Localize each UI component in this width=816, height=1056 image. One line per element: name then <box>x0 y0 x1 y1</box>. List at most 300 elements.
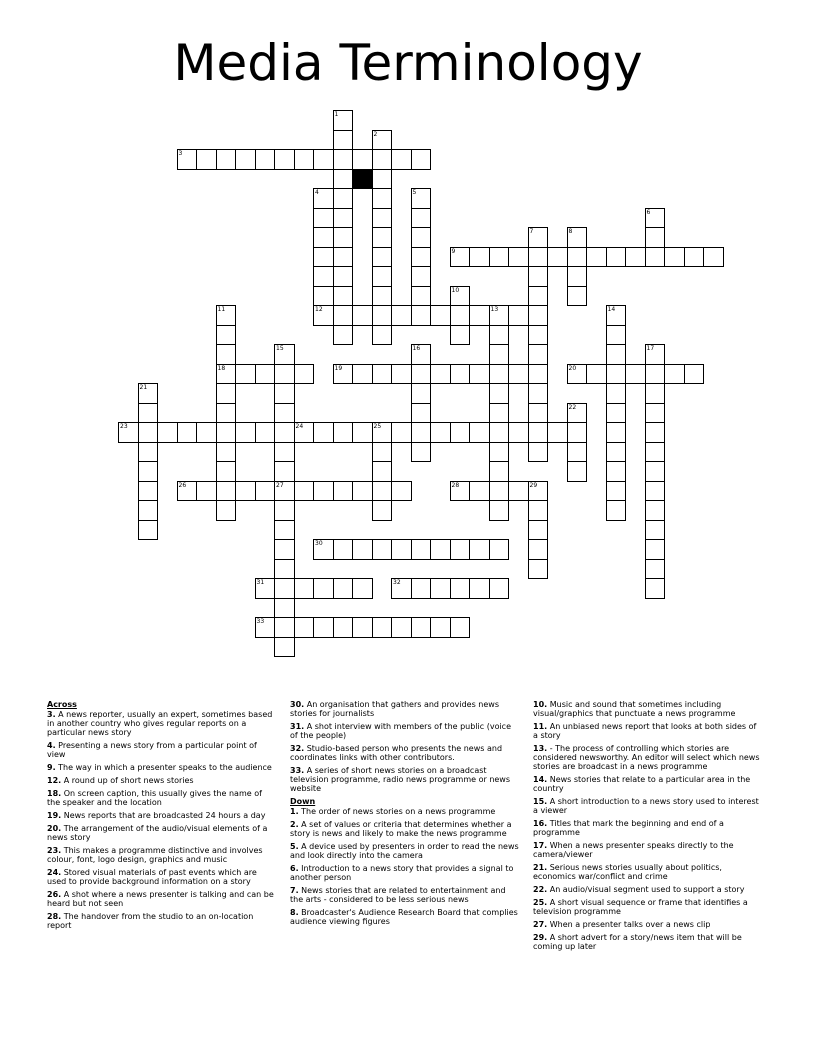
grid-cell[interactable] <box>450 364 471 385</box>
clue-number-label: 16 <box>412 345 421 352</box>
grid-cell[interactable] <box>216 383 237 404</box>
clue-item <box>290 820 520 838</box>
clue-item <box>290 722 520 740</box>
grid-cell[interactable] <box>411 617 432 638</box>
grid-cell[interactable] <box>255 422 276 443</box>
grid-cell[interactable] <box>333 266 354 287</box>
grid-cell[interactable] <box>333 325 354 346</box>
grid-cell[interactable] <box>372 169 393 190</box>
grid-cell[interactable] <box>372 539 393 560</box>
clue-number: 15. <box>533 797 548 806</box>
grid-cell[interactable] <box>294 578 315 599</box>
grid-cell[interactable] <box>274 500 295 521</box>
clue-number: 23. <box>47 846 62 855</box>
grid-cell[interactable] <box>547 422 568 443</box>
clue-text: - The process of controlling which stories are considered newsworthy. An editor will select which news stories are broadcast in a news programme <box>533 744 760 771</box>
grid-cell[interactable] <box>274 383 295 404</box>
grid-cell[interactable] <box>528 559 549 580</box>
grid-cell[interactable] <box>157 422 178 443</box>
grid-cell[interactable] <box>645 227 666 248</box>
grid-cell[interactable] <box>274 598 295 619</box>
grid-cell[interactable] <box>469 422 490 443</box>
grid-cell[interactable] <box>489 578 510 599</box>
grid-cell[interactable] <box>216 442 237 463</box>
grid-cell[interactable] <box>411 364 432 385</box>
clue-heading-down: Down <box>290 797 316 806</box>
grid-cell[interactable] <box>274 149 295 170</box>
grid-cell[interactable] <box>235 364 256 385</box>
clue-item <box>47 741 277 759</box>
grid-cell[interactable] <box>664 364 685 385</box>
clue-number: 20. <box>47 824 62 833</box>
grid-cell[interactable] <box>138 403 159 424</box>
grid-cell[interactable] <box>528 325 549 346</box>
grid-cell[interactable] <box>391 617 412 638</box>
clue-text: A round up of short news stories <box>61 776 194 785</box>
grid-cell[interactable] <box>372 325 393 346</box>
grid-cell[interactable] <box>216 403 237 424</box>
grid-cell[interactable] <box>372 500 393 521</box>
clue-item <box>290 864 520 882</box>
clue-number: 16. <box>533 819 548 828</box>
clue-number-label: 18 <box>217 364 226 372</box>
grid-cell[interactable] <box>645 364 666 385</box>
grid-cell[interactable] <box>411 422 432 443</box>
grid-cell[interactable] <box>645 383 666 404</box>
grid-cell[interactable] <box>450 578 471 599</box>
grid-cell[interactable] <box>489 325 510 346</box>
clue-item <box>290 886 520 904</box>
clue-item <box>47 763 277 772</box>
grid-cell[interactable] <box>528 266 549 287</box>
clue-number: 3. <box>47 710 56 719</box>
grid-cell[interactable] <box>333 578 354 599</box>
grid-cell[interactable] <box>255 481 276 502</box>
clue-number-label: 29 <box>529 481 538 489</box>
grid-cell[interactable] <box>274 559 295 580</box>
clue-number: 28. <box>47 912 62 921</box>
grid-cell[interactable] <box>255 149 276 170</box>
clue-item <box>47 868 277 886</box>
grid-cell[interactable] <box>352 617 373 638</box>
grid-cell[interactable] <box>372 305 393 326</box>
grid-cell[interactable] <box>352 149 373 170</box>
clue-number: 2. <box>290 820 299 829</box>
clue-number-label: 9 <box>451 247 456 255</box>
grid-cell[interactable] <box>294 481 315 502</box>
grid-cell[interactable] <box>645 247 666 268</box>
grid-cell[interactable] <box>294 617 315 638</box>
clue-number-label: 28 <box>451 481 460 489</box>
grid-cell[interactable] <box>352 578 373 599</box>
grid-cell[interactable] <box>274 578 295 599</box>
clue-number-label: 2 <box>373 130 378 138</box>
grid-cell[interactable] <box>645 539 666 560</box>
grid-cell[interactable] <box>528 500 549 521</box>
grid-cell[interactable] <box>216 325 237 346</box>
grid-cell[interactable] <box>313 617 334 638</box>
grid-cell[interactable] <box>411 539 432 560</box>
grid-cell[interactable] <box>313 247 334 268</box>
clue-text: This makes a programme distinctive and involves colour, font, logo design, graphics and music <box>47 846 263 864</box>
grid-cell[interactable] <box>372 266 393 287</box>
grid-cell[interactable] <box>430 539 451 560</box>
grid-cell[interactable] <box>567 266 588 287</box>
grid-cell[interactable] <box>567 247 588 268</box>
grid-cell[interactable] <box>606 383 627 404</box>
clue-number-label: 4 <box>315 189 319 196</box>
grid-cell[interactable] <box>489 422 510 443</box>
grid-cell[interactable] <box>313 208 334 229</box>
grid-cell[interactable] <box>528 383 549 404</box>
clue-number: 22. <box>533 885 548 894</box>
clue-number: 27. <box>533 920 548 929</box>
clue-item <box>290 700 520 718</box>
grid-cell[interactable] <box>333 227 354 248</box>
clue-number: 33. <box>290 766 305 775</box>
clue-number: 9. <box>47 763 56 772</box>
grid-cell[interactable] <box>274 617 295 638</box>
clue-item <box>47 776 277 785</box>
clue-text: A series of short news stories on a broadcast television programme, radio news programme or news website <box>290 766 511 793</box>
grid-cell[interactable] <box>606 442 627 463</box>
clue-item <box>533 841 763 859</box>
clue-number-label: 7 <box>529 228 534 235</box>
grid-cell[interactable] <box>645 403 666 424</box>
grid-cell[interactable] <box>411 442 432 463</box>
grid-cell[interactable] <box>528 422 549 443</box>
grid-cell[interactable] <box>333 130 354 151</box>
grid-cell[interactable] <box>391 149 412 170</box>
grid-cell[interactable] <box>606 325 627 346</box>
grid-cell[interactable] <box>235 481 256 502</box>
grid-cell[interactable] <box>391 305 412 326</box>
grid-cell[interactable] <box>567 461 588 482</box>
grid-cell[interactable] <box>411 305 432 326</box>
clue-number: 7. <box>290 886 299 895</box>
clue-number: 11. <box>533 722 548 731</box>
grid-cell[interactable] <box>528 305 549 326</box>
grid-cell[interactable] <box>274 422 295 443</box>
grid-cell[interactable] <box>333 188 354 209</box>
clue-item <box>533 744 763 771</box>
grid-cell[interactable] <box>372 364 393 385</box>
grid-cell[interactable] <box>450 422 471 443</box>
grid-cell[interactable] <box>469 305 490 326</box>
clue-number: 10. <box>533 700 548 709</box>
grid-cell[interactable] <box>333 481 354 502</box>
grid-cell[interactable] <box>606 364 627 385</box>
grid-cell[interactable] <box>450 617 471 638</box>
clue-item <box>47 912 277 930</box>
grid-cell[interactable] <box>645 481 666 502</box>
grid-cell[interactable] <box>216 461 237 482</box>
grid-cell[interactable] <box>703 247 724 268</box>
clue-number-label: 30 <box>315 540 323 547</box>
grid-cell[interactable] <box>489 364 510 385</box>
grid-cell[interactable] <box>567 442 588 463</box>
grid-cell[interactable] <box>586 247 607 268</box>
grid-cell[interactable] <box>411 149 432 170</box>
grid-cell[interactable] <box>528 403 549 424</box>
grid-cell[interactable] <box>196 481 217 502</box>
grid-cell[interactable] <box>313 149 334 170</box>
grid-cell[interactable] <box>372 481 393 502</box>
grid-cell[interactable] <box>372 461 393 482</box>
clue-number-label: 8 <box>568 228 573 235</box>
grid-cell[interactable] <box>196 149 217 170</box>
grid-cell[interactable] <box>352 539 373 560</box>
grid-cell[interactable] <box>664 247 685 268</box>
grid-cell[interactable] <box>645 442 666 463</box>
clue-number: 4. <box>47 741 56 750</box>
grid-cell[interactable] <box>274 364 295 385</box>
grid-cell[interactable] <box>216 500 237 521</box>
clue-number-label: 19 <box>334 364 343 372</box>
grid-cell[interactable] <box>645 500 666 521</box>
grid-cell[interactable] <box>606 500 627 521</box>
grid-cell[interactable] <box>606 403 627 424</box>
grid-cell[interactable] <box>469 578 490 599</box>
clue-text: Studio-based person who presents the news and coordinates links with other contributors. <box>290 744 503 762</box>
clue-number: 5. <box>290 842 299 851</box>
grid-cell[interactable] <box>411 247 432 268</box>
grid-cell[interactable] <box>372 227 393 248</box>
grid-cell[interactable] <box>411 266 432 287</box>
grid-cell[interactable] <box>508 305 529 326</box>
grid-cell[interactable] <box>489 461 510 482</box>
grid-cell[interactable] <box>274 637 295 658</box>
grid-cell[interactable] <box>313 422 334 443</box>
clue-number: 18. <box>47 789 62 798</box>
grid-cell[interactable] <box>508 422 529 443</box>
clue-number-label: 17 <box>646 345 655 352</box>
clue-item <box>533 819 763 837</box>
grid-cell[interactable] <box>352 481 373 502</box>
grid-cell[interactable] <box>372 208 393 229</box>
grid-cell[interactable] <box>411 403 432 424</box>
grid-cell[interactable] <box>645 559 666 580</box>
grid-cell[interactable] <box>645 422 666 443</box>
clue-text: Titles that mark the beginning and end of a programme <box>533 819 724 837</box>
grid-cell[interactable] <box>372 286 393 307</box>
grid-cell[interactable] <box>489 344 510 365</box>
clue-number: 19. <box>47 811 62 820</box>
grid-cell[interactable] <box>528 520 549 541</box>
grid-cell[interactable] <box>255 364 276 385</box>
clue-number-label: 13 <box>490 306 499 313</box>
grid-cell[interactable] <box>313 227 334 248</box>
grid-cell[interactable] <box>352 305 373 326</box>
grid-cell[interactable] <box>274 461 295 482</box>
clue-item <box>533 775 763 793</box>
grid-cell[interactable] <box>235 149 256 170</box>
clue-number: 13. <box>533 744 548 753</box>
grid-cell[interactable] <box>333 305 354 326</box>
grid-cell[interactable] <box>333 422 354 443</box>
grid-cell[interactable] <box>411 383 432 404</box>
grid-cell[interactable] <box>625 364 646 385</box>
grid-cell[interactable] <box>138 500 159 521</box>
grid-cell[interactable] <box>489 481 510 502</box>
grid-cell[interactable] <box>294 149 315 170</box>
grid-cell[interactable] <box>528 364 549 385</box>
grid-cell[interactable] <box>645 578 666 599</box>
grid-cell[interactable] <box>333 169 354 190</box>
grid-cell[interactable] <box>391 539 412 560</box>
clue-item <box>290 908 520 926</box>
grid-cell[interactable] <box>333 247 354 268</box>
grid-cell[interactable] <box>508 481 529 502</box>
grid-cell[interactable] <box>352 422 373 443</box>
grid-cell[interactable] <box>684 364 705 385</box>
grid-cell[interactable] <box>430 422 451 443</box>
clue-text: The way in which a presenter speaks to the audience <box>55 763 272 772</box>
grid-cell[interactable] <box>528 539 549 560</box>
grid-cell[interactable] <box>489 500 510 521</box>
clue-number-label: 12 <box>315 306 323 313</box>
grid-cell[interactable] <box>489 403 510 424</box>
grid-cell[interactable] <box>489 383 510 404</box>
grid-cell[interactable] <box>606 344 627 365</box>
clue-number-label: 26 <box>178 481 187 489</box>
grid-cell[interactable] <box>625 247 646 268</box>
clue-number-label: 25 <box>373 423 382 430</box>
clue-text: An organisation that gathers and provides news stories for journalists <box>290 700 500 718</box>
grid-cell[interactable] <box>684 247 705 268</box>
grid-cell[interactable] <box>177 422 198 443</box>
clue-number: 26. <box>47 890 62 899</box>
grid-cell[interactable] <box>411 227 432 248</box>
clue-number: 21. <box>533 863 548 872</box>
grid-cell[interactable] <box>469 539 490 560</box>
grid-cell[interactable] <box>333 286 354 307</box>
grid-cell[interactable] <box>138 442 159 463</box>
grid-cell[interactable] <box>567 286 588 307</box>
grid-cell[interactable] <box>528 344 549 365</box>
grid-cell[interactable] <box>216 422 237 443</box>
grid-cell[interactable] <box>450 325 471 346</box>
grid-cell[interactable] <box>313 266 334 287</box>
clue-item <box>533 920 763 929</box>
grid-cell[interactable] <box>411 578 432 599</box>
grid-cell[interactable] <box>469 481 490 502</box>
clue-number: 6. <box>290 864 299 873</box>
grid-cell[interactable] <box>274 403 295 424</box>
grid-cell[interactable] <box>138 520 159 541</box>
clue-item <box>533 863 763 881</box>
grid-cell[interactable] <box>333 208 354 229</box>
grid-cell[interactable] <box>645 520 666 541</box>
grid-cell[interactable] <box>138 461 159 482</box>
grid-cell[interactable] <box>313 286 334 307</box>
grid-cell[interactable] <box>586 364 607 385</box>
grid-cell[interactable] <box>138 481 159 502</box>
grid-cell[interactable] <box>606 422 627 443</box>
grid-cell[interactable] <box>216 481 237 502</box>
grid-cell[interactable] <box>430 305 451 326</box>
grid-cell[interactable] <box>333 617 354 638</box>
grid-cell[interactable] <box>430 364 451 385</box>
grid-cell[interactable] <box>645 461 666 482</box>
grid-cell[interactable] <box>508 364 529 385</box>
grid-cell[interactable] <box>606 481 627 502</box>
grid-cell[interactable] <box>430 617 451 638</box>
grid-cell[interactable] <box>294 364 315 385</box>
clue-number: 24. <box>47 868 62 877</box>
clue-item <box>533 885 763 894</box>
grid-cell[interactable] <box>313 578 334 599</box>
grid-cell[interactable] <box>606 461 627 482</box>
clue-column-middle <box>290 700 520 930</box>
grid-cell[interactable] <box>391 364 412 385</box>
grid-cell[interactable] <box>216 344 237 365</box>
grid-cell[interactable] <box>489 442 510 463</box>
clue-text: The handover from the studio to an on-location report <box>47 912 254 930</box>
grid-cell[interactable] <box>352 364 373 385</box>
grid-cell[interactable] <box>333 149 354 170</box>
clue-number-label: 22 <box>568 403 577 411</box>
grid-cell[interactable] <box>391 422 412 443</box>
grid-cell[interactable] <box>235 422 256 443</box>
clue-number-label: 32 <box>393 579 401 586</box>
grid-cell[interactable] <box>216 149 237 170</box>
grid-cell[interactable] <box>508 247 529 268</box>
clue-heading-across: Across <box>47 700 77 709</box>
clue-text: A shot where a news presenter is talking and can be heard but not seen <box>47 890 274 908</box>
grid-cell[interactable] <box>450 305 471 326</box>
grid-cell[interactable] <box>138 422 159 443</box>
grid-cell[interactable] <box>411 286 432 307</box>
clue-number-label: 1 <box>334 111 339 118</box>
clue-number: 8. <box>290 908 299 917</box>
grid-cell[interactable] <box>372 617 393 638</box>
grid-cell[interactable] <box>528 286 549 307</box>
grid-cell[interactable] <box>528 247 549 268</box>
grid-cell[interactable] <box>547 247 568 268</box>
grid-cell[interactable] <box>333 539 354 560</box>
grid-cell[interactable] <box>274 539 295 560</box>
grid-cell[interactable] <box>372 247 393 268</box>
clue-number: 25. <box>533 898 548 907</box>
grid-cell[interactable] <box>489 539 510 560</box>
grid-cell[interactable] <box>411 208 432 229</box>
grid-cell[interactable] <box>274 442 295 463</box>
grid-cell[interactable] <box>567 422 588 443</box>
grid-cell[interactable] <box>469 247 490 268</box>
grid-cell[interactable] <box>391 481 412 502</box>
grid-cell[interactable] <box>489 247 510 268</box>
grid-cell[interactable] <box>450 539 471 560</box>
clue-item <box>47 890 277 908</box>
clue-text: Broadcaster's Audience Research Board that complies audience viewing figures <box>290 908 518 926</box>
grid-cell[interactable] <box>430 578 451 599</box>
grid-cell[interactable] <box>372 149 393 170</box>
clue-text: Stored visual materials of past events which are used to provide background information on a story <box>47 868 257 886</box>
clue-text: The arrangement of the audio/visual elements of a news story <box>47 824 268 842</box>
clue-number: 32. <box>290 744 305 753</box>
grid-cell[interactable] <box>606 247 627 268</box>
clue-item <box>533 700 763 718</box>
grid-cell[interactable] <box>196 422 217 443</box>
grid-cell[interactable] <box>469 364 490 385</box>
grid-cell[interactable] <box>313 481 334 502</box>
grid-cell[interactable] <box>372 442 393 463</box>
grid-cell[interactable] <box>372 188 393 209</box>
grid-cell[interactable] <box>274 520 295 541</box>
clue-number-label: 3 <box>178 150 183 157</box>
grid-cell[interactable] <box>528 442 549 463</box>
